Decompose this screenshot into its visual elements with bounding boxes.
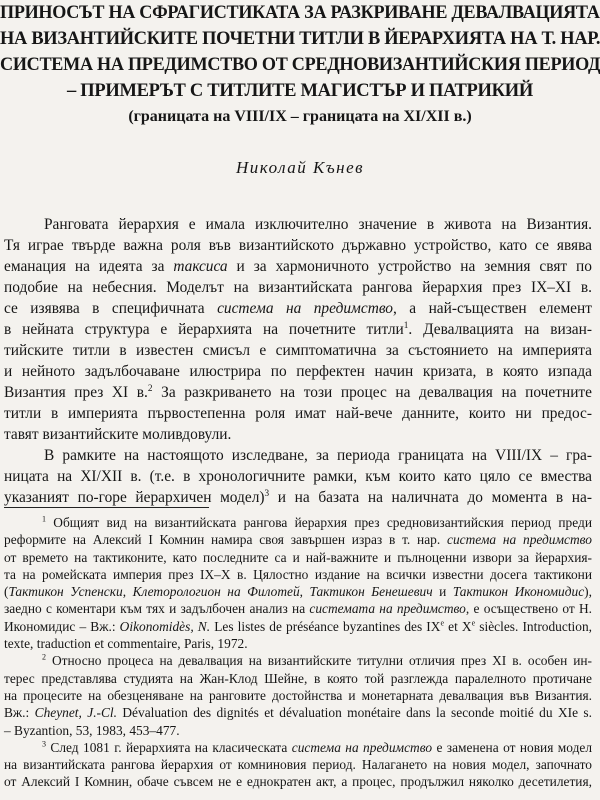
- footnote-line: реформите на Алексий I Комнин намира своя завършен израз в т. нар. система на предимство: [4, 532, 592, 548]
- title-line: НА ВИЗАНТИЙСКИТЕ ПОЧЕТНИ ТИТЛИ В ЙЕРАРХИЯТА НА Т. НАР.: [0, 29, 600, 49]
- body-line: указаният по-горе йерархичен модел)$^3$ и на базата на наличната до момента в на-: [4, 487, 593, 506]
- footnote-line: от Алексий I Комнин, обаче съвсем не е еднократен акт, а процес, продължил няколко десетилетия,: [4, 774, 592, 790]
- footnote-line: на процесите на обезценяване на ранговите достойнства и монетарната девалвация във Византия.: [4, 687, 592, 703]
- footnote-line: заедно с коментари към тях и задълбочен анализ на системата на предимство, е осъществено от Н.: [4, 601, 592, 617]
- body-line: и нейното задълбочаване илюстрира по перфектен начин кризата, в която изпада: [4, 363, 592, 380]
- footnote-line: та на ромейската империя през IX–X в. Цялостно издание на всички известни досега тактикони: [4, 566, 592, 582]
- body-line: еманация на идеята за таксиса и за хармоничното устройство на земния свят по: [4, 258, 592, 275]
- title-line: – ПРИМЕРЪТ С ТИТЛИТЕ МАГИСТЪР И ПАТРИКИЙ: [67, 81, 533, 101]
- body-line: тавят византийските моливдовули.: [4, 426, 232, 443]
- body-line: ницата на XI/XII в. (т.е. в хронологичните рамки, към които като цяло се вмества: [4, 468, 592, 485]
- footnotes: [4, 514, 592, 791]
- footnote-line: на византийската рангова йерархия от комниновия период. Налагането на новия модел, започнато: [4, 757, 592, 773]
- footnote-line: (Тактикон Успенски, Клеторологион на Филотей, Тактикон Бенешевич и Тактикон Икономидис),: [4, 584, 592, 600]
- footnote-line: – Byzantion, 53, 1983, 453–477.: [4, 722, 180, 738]
- footnote-line: от времето на тактиконите, като последните са и най-важните и пълноценни извори за йерархия-: [4, 549, 592, 565]
- footnote-line: Вж.: Cheynet, J.-Cl. Dévaluation des dignités et dévaluation monétaire dans la seconde moitié du XIe s.: [4, 705, 592, 721]
- footnote-line: $^1$ Общият вид на византийската рангова йерархия през средновизантийския период преди: [42, 514, 592, 530]
- title-line: СИСТЕМА НА ПРЕДИМСТВО ОТ СРЕДНОВИЗАНТИЙСКИЯ ПЕРИОД: [0, 55, 600, 75]
- article-title: [0, 0, 600, 130]
- footnote-ref[interactable]: 2: [147, 382, 153, 393]
- body-text: [4, 214, 592, 508]
- body-line: В рамките на настоящото изследване, за периода границата на VIII/IX – гра-: [44, 447, 592, 464]
- body-line: Ранговата йерархия е имала изключително значение в живота на Византия.: [44, 216, 592, 233]
- footnote-line: $^2$ Относно процеса на девалвация на византийските титулни отличия през XI в. особен ин-: [42, 652, 592, 669]
- title-subtitle: (границата на VIII/IX – границата на XI/XII в.): [128, 108, 472, 125]
- footnote-line: Икономидис – Вж.: Oikonomidès, N. Les listes de préséance byzantines des IXe et Xe siècles. Introduction,: [4, 618, 592, 634]
- footnote-line: $^3$ След 1081 г. йерархията на класическата система на предимство е заменена от новия модел: [42, 739, 593, 755]
- footnote-ref[interactable]: 3: [264, 487, 270, 498]
- italic-term: таксиса: [173, 258, 228, 275]
- italic-term: система на предимство: [217, 300, 393, 317]
- body-line: Византия през XI в.$^2$ За разкриването на този процес на девалвация на почетните: [4, 382, 592, 401]
- body-line: подобие на небесния. Моделът на византийската рангова йерархия през IX–XI в.: [4, 279, 592, 296]
- body-line: тийските титли в известен смисъл е симптоматична за състоянието на империята: [4, 342, 592, 359]
- footnote-separator: [4, 507, 209, 508]
- footnote-marker: 1: [42, 514, 47, 524]
- body-line: титли в империята първостепенна роля имат най-вече данните, които ни предос-: [4, 405, 592, 422]
- title-line: ПРИНОСЪТ НА СФРАГИСТИКАТА ЗА РАЗКРИВАНЕ ДЕВАЛВАЦИЯТА: [0, 3, 600, 23]
- body-line: се изявява в специфичната система на предимство, а най-съществен елемент: [4, 300, 592, 317]
- body-line: Тя играе твърде важна роля във византийското държавно устройство, като се явява: [4, 237, 592, 254]
- footnote-line: texte, traduction et commentaire, Paris, 1972.: [4, 636, 248, 652]
- author-name: Николай Кънев: [236, 158, 364, 177]
- footnote-line: терес представлява студията на Жан-Клод Шейне, в която той разглежда паралелното протичане: [4, 670, 592, 686]
- footnote-marker: 2: [42, 652, 47, 662]
- footnote-marker: 3: [42, 739, 47, 749]
- body-line: в нейната структура е йерархията на почетните титли$^1$. Девалвацията на визан-: [4, 319, 592, 338]
- footnote-ref[interactable]: 1: [403, 319, 409, 330]
